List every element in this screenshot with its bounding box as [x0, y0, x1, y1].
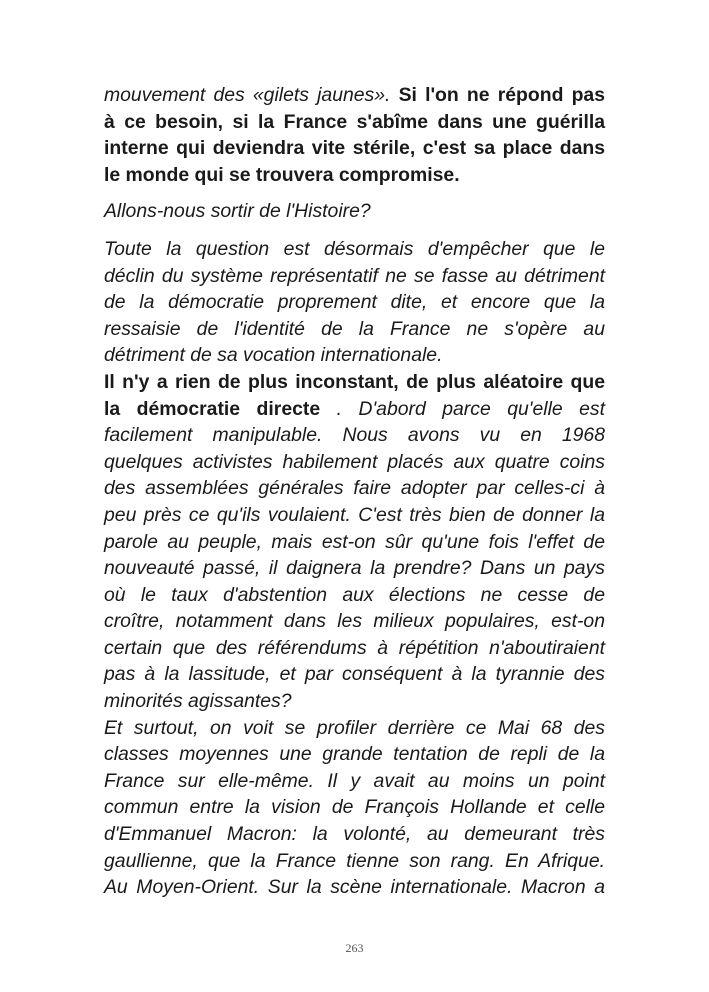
- text-line: [104, 396, 605, 423]
- text-span: . D'abord parce qu'elle est: [320, 397, 605, 420]
- text-line: le monde qui se trouvera compromise.: [104, 163, 460, 186]
- paragraph: [104, 715, 605, 901]
- text-line: Toute la question est désormais d'empêcher que le: [104, 237, 605, 260]
- text-line: quelques activistes habilement placés aux quatre coins: [104, 450, 605, 473]
- text-line: gaullienne, que la France tienne son rang. En Afrique.: [104, 849, 605, 872]
- paragraph: [104, 236, 605, 369]
- text-line: minorités agissantes?: [104, 690, 292, 713]
- text-line: parole au peuple, mais est-on sûr qu'une fois l'effet de: [104, 530, 605, 553]
- text-line: [104, 82, 605, 109]
- text-line: France sur elle-même. Il y avait au moins un point: [104, 769, 605, 792]
- text-span: la démocratie directe: [104, 397, 321, 420]
- text-line: Allons-nous sortir de l'Histoire?: [104, 200, 371, 223]
- text-line: Au Moyen-Orient. Sur la scène internationale. Macron a: [104, 876, 605, 899]
- text-line: où le taux d'abstention aux élections ne cesse de: [104, 583, 605, 606]
- text-span: Si l'on ne répond pas: [390, 84, 605, 106]
- text-line: de la démocratie proprement dite, et encore que la: [104, 291, 605, 314]
- paragraph: [104, 369, 605, 715]
- text-line: nouveauté passé, il daignera la prendre? Dans un pays: [104, 557, 605, 580]
- text-span: mouvement des «gilets jaunes».: [104, 84, 391, 106]
- text-line: classes moyennes une grande tentation de repli de la: [104, 743, 605, 766]
- text-line: interne qui deviendra vite stérile, c'est sa place dans: [104, 137, 605, 160]
- text-line: peu près ce qu'ils voulaient. C'est très bien de donner la: [104, 503, 605, 526]
- page-number: 263: [345, 941, 364, 955]
- text-line: pas à la lassitude, et par conséquent à la tyrannie des: [104, 663, 605, 686]
- spacer: [104, 225, 605, 236]
- text-line: des assemblées générales faire adopter par celles-ci à: [104, 477, 605, 500]
- paragraph: [104, 82, 605, 188]
- text-line: facilement manipulable. Nous avons vu en 1968: [104, 424, 605, 447]
- text-line: détriment de sa vocation internationale.: [104, 344, 443, 367]
- text-line: Il n'y a rien de plus inconstant, de plus aléatoire que: [104, 370, 605, 393]
- text-line: commun entre la vision de François Hollande et celle: [104, 796, 605, 819]
- page-body: [104, 82, 605, 901]
- text-line: ressaisie de l'identité de la France ne s'opère au: [104, 317, 605, 340]
- text-line: à ce besoin, si la France s'abîme dans une guérilla: [104, 110, 605, 133]
- text-line: déclin du système représentatif ne se fasse au détriment: [104, 264, 605, 287]
- spacer: [104, 188, 605, 198]
- text-line: croître, notamment dans les milieux populaires, est-on: [104, 610, 605, 633]
- text-line: Et surtout, on voit se profiler derrière ce Mai 68 des: [104, 716, 605, 739]
- text-line: certain que des référendums à répétition n'aboutiraient: [104, 636, 605, 659]
- text-line: d'Emmanuel Macron: la volonté, au demeurant très: [104, 823, 605, 846]
- paragraph: [104, 198, 605, 225]
